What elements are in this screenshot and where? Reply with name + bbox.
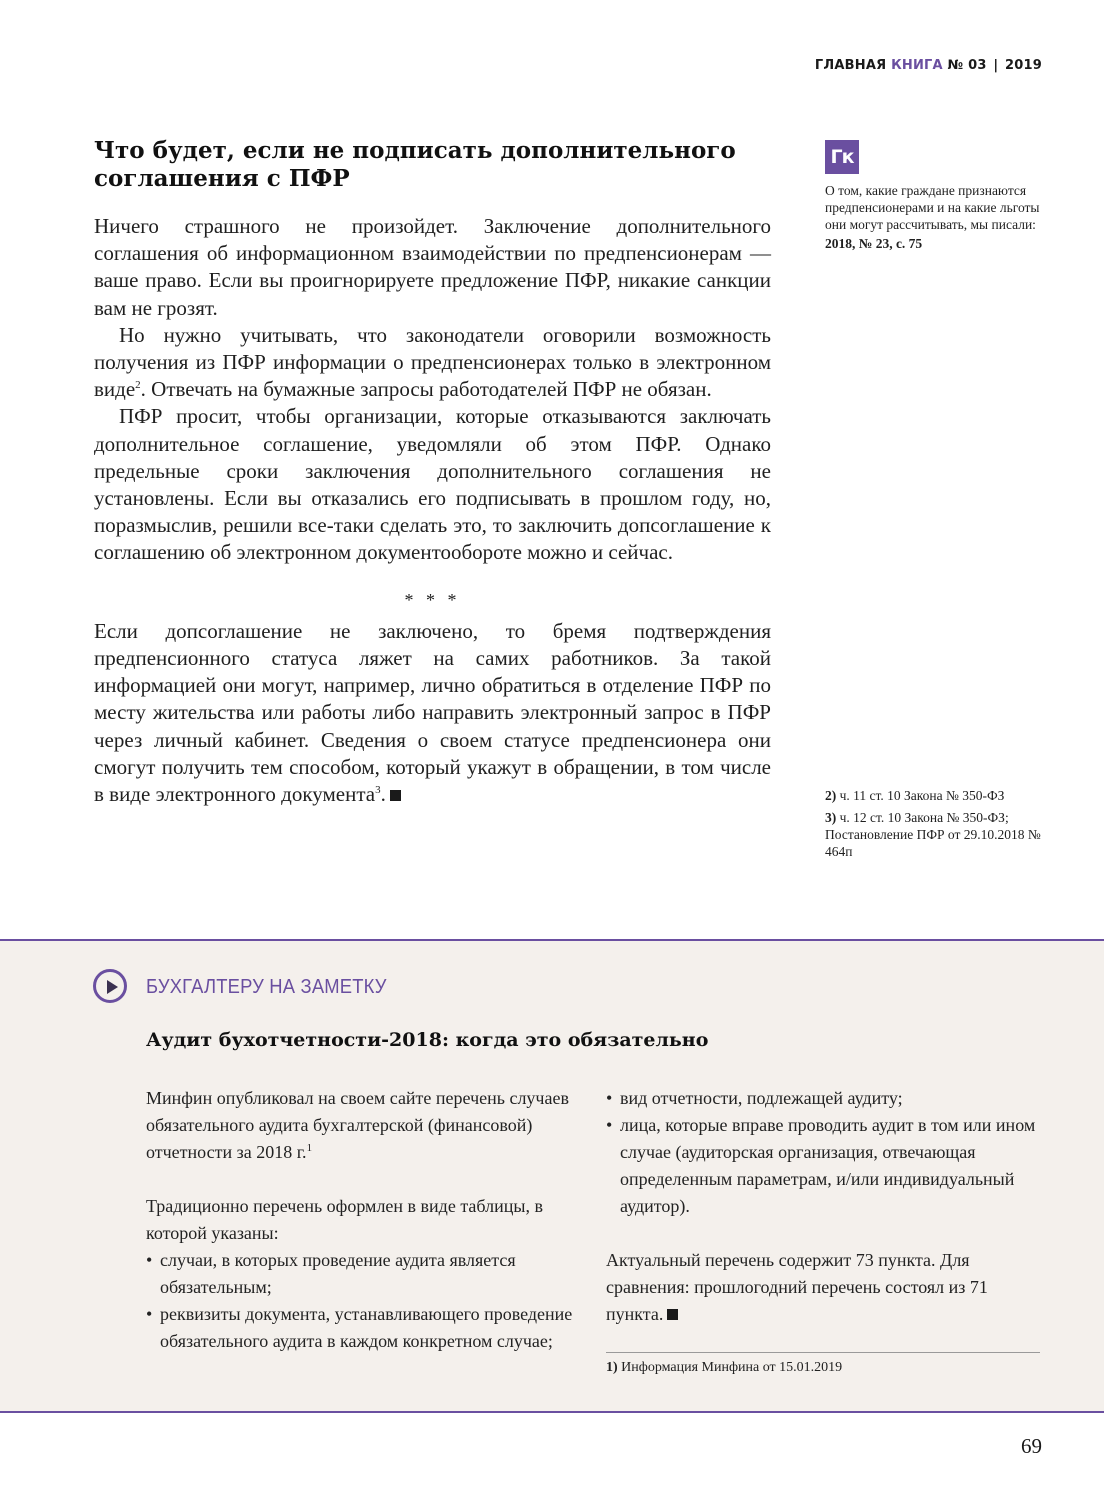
masthead-glavnaya: ГЛАВНАЯ <box>814 58 887 73</box>
page-number: 69 <box>1021 1434 1042 1458</box>
footnote-3 <box>825 809 1045 860</box>
box-right-list <box>606 1085 1041 1220</box>
footnote-3-text: ч. 12 ст. 10 Закона № 350-ФЗ; Постановление ПФР от 29.10.2018 № 464п <box>825 810 1041 859</box>
footnote-2-number: 2) <box>825 788 837 803</box>
masthead-separator: | <box>993 58 999 73</box>
sidebar-reference <box>825 182 1045 252</box>
footnote-2-text: ч. 11 ст. 10 Закона № 350-ФЗ <box>836 788 1005 803</box>
paragraph-1: Ничего страшного не произойдет. Заключение дополнительного соглашения об информационном взаимодействии по предпенсионерам — ваше право. Если вы проигнорируете предложение ПФР, никакие санкции вам не грозят. <box>94 214 771 320</box>
footnote-3-number: 3) <box>825 810 837 825</box>
accountant-note-box <box>0 939 1104 1413</box>
box-footnote-divider <box>606 1352 1040 1353</box>
box-title: Аудит бухотчетности-2018: когда это обязательно <box>146 1029 709 1051</box>
masthead-kniga: КНИГА <box>891 58 943 73</box>
paragraph-4 <box>94 618 771 808</box>
box-right-paragraph-1-text: Актуальный перечень содержит 73 пункта. Для сравнения: прошлогодний перечень состоял из 71 пункта. <box>606 1250 988 1324</box>
list-item: • случаи, в которых проведение аудита является обязательным; <box>146 1247 586 1301</box>
box-right-paragraph-1 <box>606 1247 1041 1328</box>
box-column-right <box>606 1085 1041 1328</box>
play-icon <box>93 969 127 1003</box>
list-item: • лица, которые вправе проводить аудит в том или ином случае (аудиторская организация, отвечающая определенным параметрам, и/или индивидуальный аудитор). <box>606 1112 1041 1220</box>
box-left-paragraph-1 <box>146 1085 586 1166</box>
box-left-paragraph-2: Традиционно перечень оформлен в виде таблицы, в которой указаны: <box>146 1196 543 1243</box>
article-title: Что будет, если не подписать дополнительного соглашения с ПФР <box>94 137 736 192</box>
box-column-left <box>146 1085 586 1355</box>
list-item: • реквизиты документа, устанавливающего проведение обязательного аудита в каждом конкретном случае; <box>146 1301 586 1355</box>
box-left-list <box>146 1247 586 1355</box>
gk-logo-icon: Гк <box>825 140 859 174</box>
paragraph-2-text-a: Но нужно учитывать, что законодатели оговорили возможность получения из ПФР информации о предпенсионерах только в электронном виде <box>94 322 771 402</box>
box-footnote-number: 1) <box>606 1360 618 1375</box>
footnote-2 <box>825 787 1045 804</box>
footnote-ref-3: 3 <box>375 784 381 797</box>
paragraph-2-text-b: . Отвечать на бумажные запросы работодателей ПФР не обязан. <box>140 377 712 402</box>
masthead-issue: № 03 <box>947 58 987 73</box>
paragraph-4-text-a: Если допсоглашение не заключено, то бремя подтверждения предпенсионного статуса ляжет на самих работников. За такой информацией они могут, например, лично обратиться в отделение ПФР по месту жительства или работы либо направить электронный запрос в ПФР через личный кабинет. Сведения о своем статусе предпенсионера они смогут получить тем способом, который укажут в обращении, в том числе в виде электронного документа <box>94 618 771 807</box>
article-body <box>94 213 771 808</box>
box-footnote-ref-1: 1 <box>306 1142 313 1154</box>
masthead <box>815 58 1042 73</box>
box-footnote <box>606 1360 842 1376</box>
box-rubric: БУХГАЛТЕРУ НА ЗАМЕТКУ <box>146 976 387 998</box>
paragraph-3: ПФР просит, чтобы организации, которые отказываются заключать дополнительное соглашение, уведомляли об этом ПФР. Однако предельные сроки заключения дополнительного соглашения не установлены. Если вы отказались его подписывать в прошлом году, но, поразмыслив, решили все-таки сделать это, то заключить допсоглашение к соглашению об электронном документообороте можно и сейчас. <box>94 404 771 565</box>
box-left-paragraph-1-text: Минфин опубликовал на своем сайте перечень случаев обязательного аудита бухгалтерской (финансовой) отчетности за 2018 г. <box>146 1088 569 1162</box>
end-mark-icon <box>667 1309 678 1320</box>
sidebar-reference-text: О том, какие граждане признаются предпенсионерами и на какие льготы они могут рассчитывать, мы писали: <box>825 183 1040 232</box>
list-item: • вид отчетности, подлежащей аудиту; <box>606 1085 1041 1112</box>
paragraph-2 <box>94 322 771 404</box>
paragraph-4-text-b: . <box>380 782 386 807</box>
end-mark-icon <box>390 790 401 801</box>
section-divider-stars: * * * <box>404 589 461 610</box>
masthead-year: 2019 <box>1005 58 1042 73</box>
footnote-ref-2: 2 <box>135 379 141 392</box>
sidebar-reference-source: 2018, № 23, с. 75 <box>825 236 923 251</box>
box-footnote-text: Информация Минфина от 15.01.2019 <box>617 1360 843 1375</box>
sidebar-footnotes <box>825 787 1045 865</box>
